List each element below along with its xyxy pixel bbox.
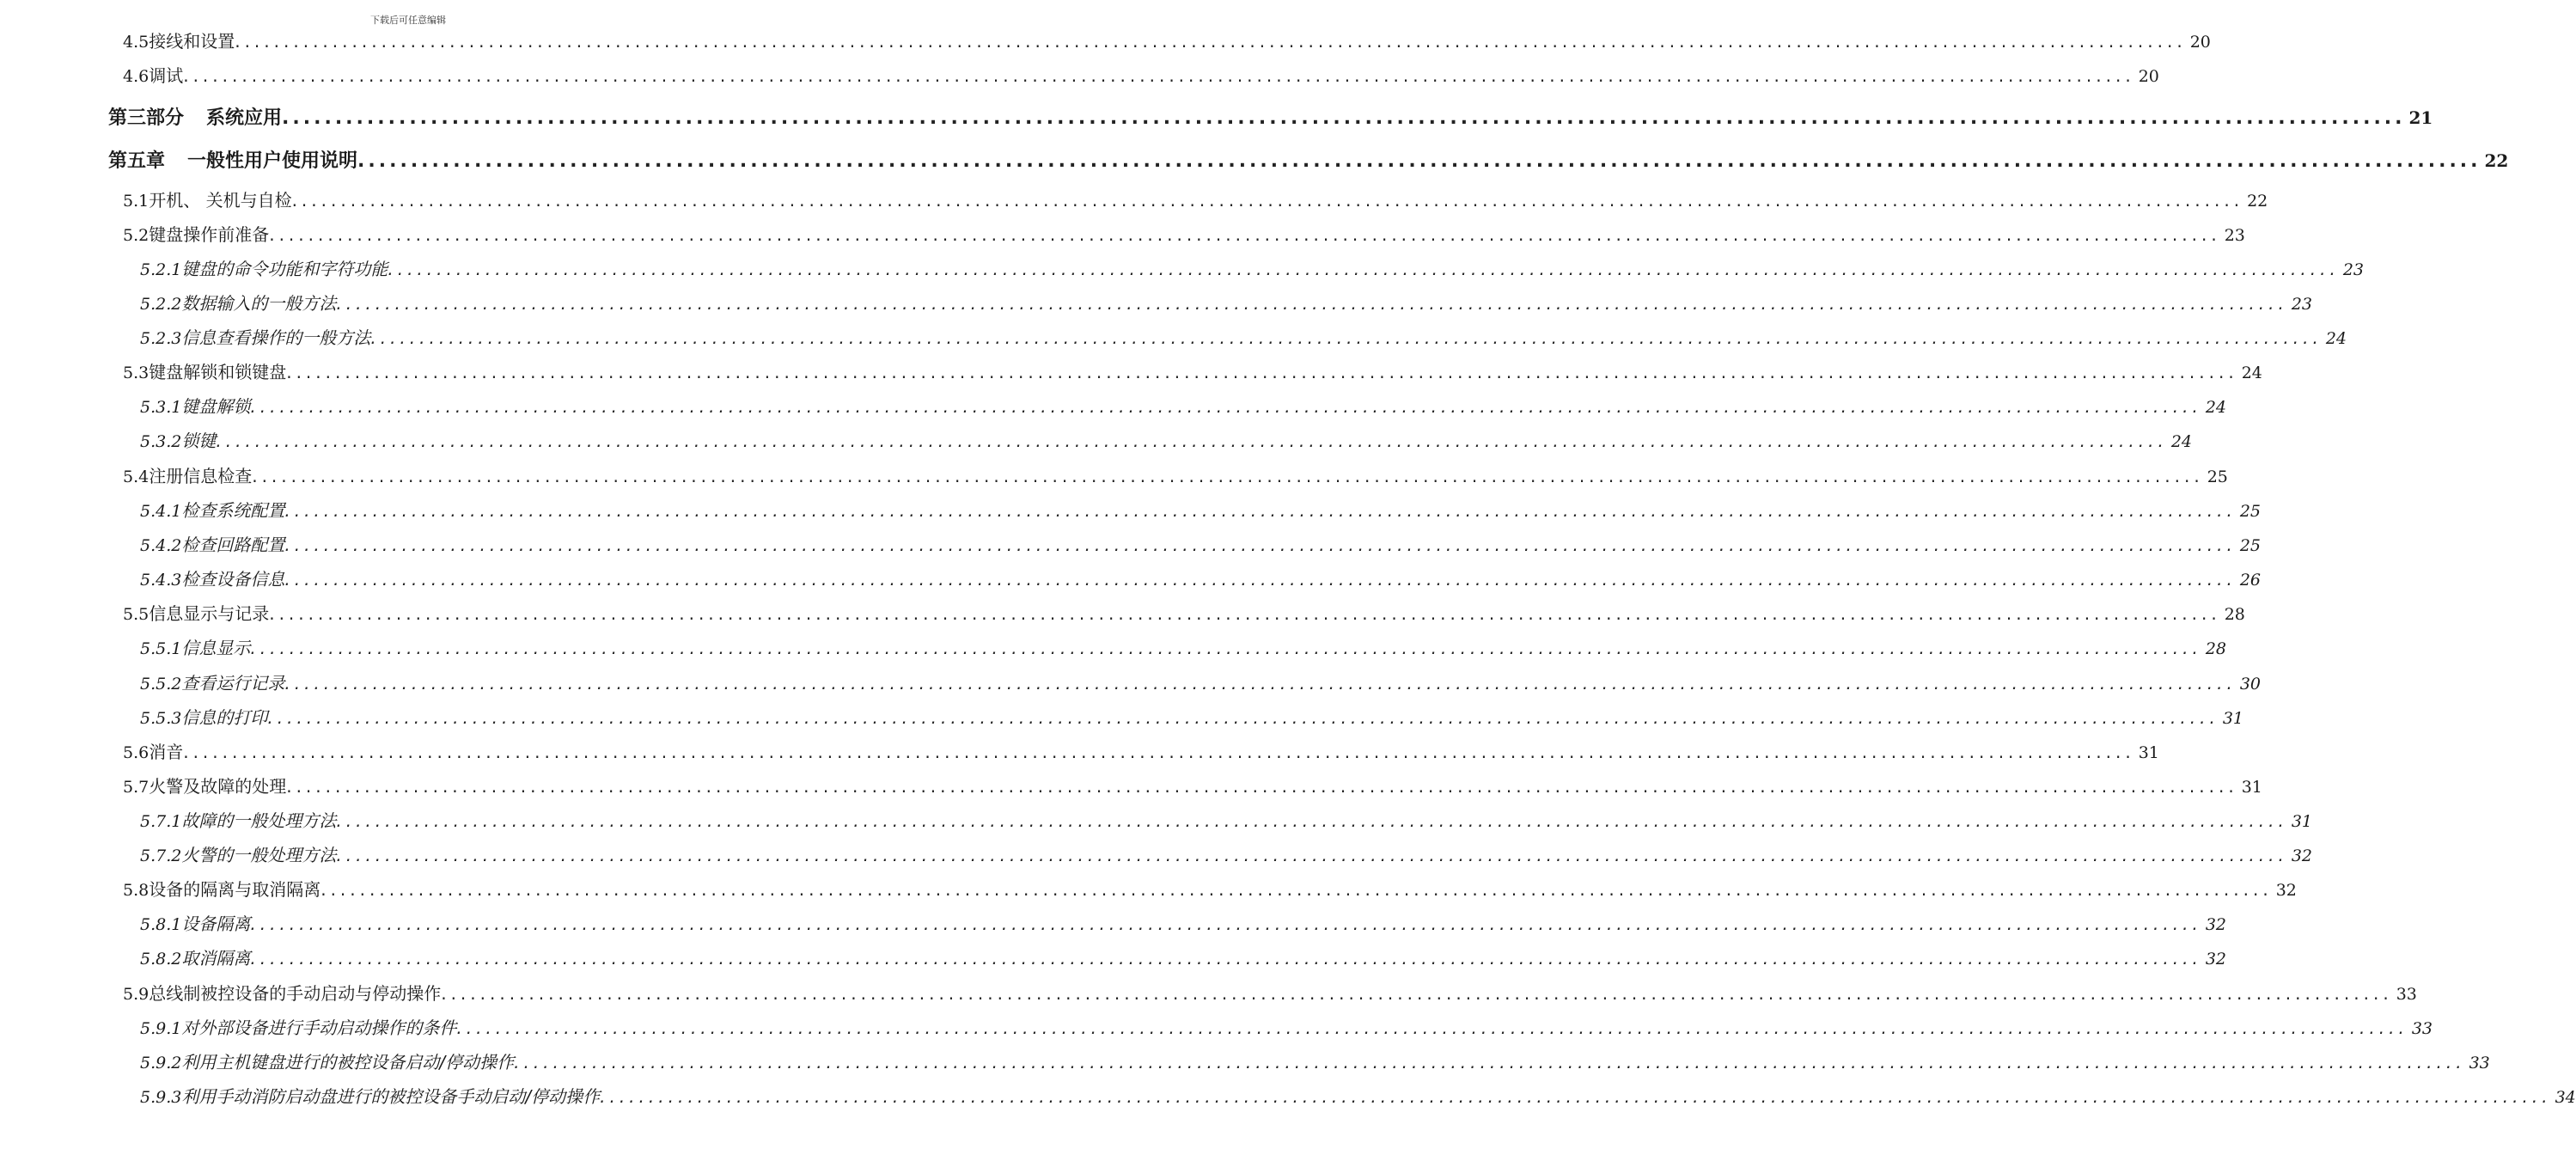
toc-entry-page: 20: [2138, 67, 2159, 86]
toc-entry[interactable]: [140, 567, 2262, 592]
toc-entry-title: 信息显示: [181, 638, 251, 658]
toc-dot-leader: ........................................................................................................................................................................................................: [336, 845, 2288, 865]
toc-entry-number: 5.5.2: [140, 675, 182, 694]
toc-entry[interactable]: [123, 774, 2262, 799]
toc-dot-leader: ........................................................................................................................................................................................................: [250, 396, 2202, 417]
toc-entry-title: 利用手动消防启动盘进行的被控设备手动启动/停动操作: [181, 1086, 601, 1107]
toc-entry[interactable]: [140, 671, 2262, 696]
toc-entry[interactable]: [140, 257, 2365, 282]
toc-entry[interactable]: [123, 877, 2297, 902]
toc-entry-page: 22: [2484, 150, 2509, 171]
toc-dot-leader: ........................................................................................................................................................................................................: [291, 190, 2244, 211]
toc-entry-number: 4.5: [123, 33, 150, 52]
toc-entry[interactable]: [123, 602, 2245, 626]
toc-entry-title: 设备的隔离与取消隔离: [149, 879, 321, 900]
toc-entry-title: 信息查看操作的一般方法: [181, 327, 371, 348]
toc-dot-leader: ........................................................................................................................................................................................................: [284, 500, 2237, 521]
toc-entry[interactable]: [123, 740, 2159, 765]
toc-entry-page: 22: [2247, 192, 2268, 211]
toc-entry-title: 调试: [149, 65, 184, 86]
toc-entry-page: 23: [2224, 226, 2245, 245]
toc-entry-number: 5.4: [123, 468, 150, 486]
toc-dot-leader: ........................................................................................................................................................................................................: [286, 776, 2238, 797]
toc-entry-page: 23: [2291, 295, 2313, 314]
toc-dot-leader: ........................................................................................................................................................................................................: [235, 31, 2187, 52]
toc-dot-leader: ........................................................................................................................................................................................................: [456, 1018, 2408, 1038]
toc-entry-page: 32: [2205, 915, 2227, 934]
toc-entry-number: 5.6: [123, 743, 150, 762]
toc-entry[interactable]: [140, 394, 2227, 419]
toc-entry-title: 键盘的命令功能和字符功能: [181, 259, 388, 279]
toc-entry-title: 设备隔离: [181, 914, 251, 934]
toc-entry-number: 第五章: [108, 150, 166, 172]
toc-entry-title: 数据输入的一般方法: [181, 293, 337, 314]
toc-entry-title: 检查系统配置: [181, 500, 285, 521]
toc-dot-leader: ........................................................................................................................................................................................................: [284, 673, 2237, 694]
toc-dot-leader: ........................................................................................................................................................................................................: [183, 742, 2135, 762]
toc-dot-leader: ........................................................................................................................................................................................................: [388, 259, 2340, 279]
toc-entry-number: 5.9.3: [140, 1088, 182, 1107]
toc-entry-number: 5.1: [123, 192, 150, 211]
toc-dot-leader: ........................................................................................................................................................................................................: [357, 150, 2481, 172]
toc-entry-title: 注册信息检查: [149, 466, 253, 486]
toc-entry-number: 5.7.2: [140, 846, 182, 865]
toc-entry-title: 键盘操作前准备: [149, 224, 270, 245]
toc-entry-title: 开机、 关机与自检: [149, 190, 292, 211]
toc-dot-leader: ........................................................................................................................................................................................................: [284, 569, 2237, 590]
toc-entry[interactable]: [140, 429, 2193, 454]
toc-entry-page: 34: [2555, 1088, 2576, 1107]
toc-dot-leader: ........................................................................................................................................................................................................: [441, 983, 2393, 1004]
toc-dot-leader: ........................................................................................................................................................................................................: [320, 879, 2273, 900]
toc-entry-title: 检查设备信息: [181, 569, 285, 590]
toc-entry-page: 31: [2222, 709, 2244, 728]
toc-entry-title: 键盘解锁: [181, 396, 251, 417]
toc-dot-leader: ........................................................................................................................................................................................................: [514, 1052, 2466, 1072]
toc-entry-page: 24: [2170, 432, 2193, 451]
toc-entry-number: 5.4.3: [140, 571, 182, 590]
toc-entry-number: 5.5.3: [140, 709, 182, 728]
toc-dot-leader: ........................................................................................................................................................................................................: [600, 1086, 2552, 1107]
toc-entry-page: 31: [2291, 812, 2313, 831]
toc-entry-number: 5.8: [123, 881, 150, 900]
toc-entry-number: 5.9.2: [140, 1054, 182, 1072]
toc-entry-page: 30: [2239, 675, 2262, 694]
toc-entry-page: 25: [2239, 502, 2262, 521]
toc-dot-leader: ........................................................................................................................................................................................................: [216, 431, 2168, 451]
toc-entry-page: 33: [2396, 985, 2417, 1004]
toc-entry-number: 4.6: [123, 67, 150, 86]
toc-dot-leader: ........................................................................................................................................................................................................: [269, 224, 2221, 245]
toc-entry-page: 23: [2342, 260, 2365, 279]
toc-entry-page: 24: [2205, 398, 2227, 417]
toc-entry[interactable]: [123, 464, 2228, 489]
toc-dot-leader: ........................................................................................................................................................................................................: [183, 65, 2135, 86]
toc-entry-page: 28: [2205, 639, 2227, 658]
toc-entry-page: 26: [2239, 571, 2262, 590]
toc-entry-page: 25: [2207, 468, 2228, 486]
toc-entry-number: 5.9.1: [140, 1019, 182, 1038]
toc-dot-leader: ........................................................................................................................................................................................................: [336, 810, 2288, 831]
toc-entry-page: 33: [2411, 1019, 2433, 1038]
toc-entry[interactable]: [123, 981, 2417, 1006]
toc-entry-page: 32: [2291, 846, 2313, 865]
toc-entry-page: 20: [2189, 33, 2211, 52]
toc-dot-leader: ........................................................................................................................................................................................................: [336, 293, 2288, 314]
toc-entry-number: 5.3: [123, 364, 150, 382]
toc-entry-number: 5.5.1: [140, 639, 182, 658]
toc-dot-leader: ........................................................................................................................................................................................................: [250, 948, 2202, 969]
toc-entry-title: 总线制被控设备的手动启动与停动操作: [149, 983, 442, 1004]
toc-entry-title: 一般性用户使用说明: [187, 150, 358, 172]
toc-entry[interactable]: [140, 1016, 2433, 1041]
toc-entry-title: 信息的打印: [181, 707, 268, 728]
toc-entry-number: 第三部分: [108, 107, 185, 129]
toc-entry-page: 21: [2408, 107, 2433, 128]
toc-entry-page: 28: [2224, 605, 2245, 624]
toc-entry-title: 系统应用: [206, 107, 283, 129]
toc-entry-title: 火警的一般处理方法: [181, 845, 337, 865]
toc-entry-title: 消音: [149, 742, 184, 762]
toc-entry-page: 32: [2205, 950, 2227, 969]
toc-entry-page: 24: [2325, 329, 2347, 348]
toc-dot-leader: ........................................................................................................................................................................................................: [267, 707, 2219, 728]
toc-entry[interactable]: [140, 636, 2227, 661]
toc-entry-number: 5.7.1: [140, 812, 182, 831]
toc-entry-number: 5.2.3: [140, 329, 182, 348]
toc-entry-title: 锁键: [181, 431, 217, 451]
toc-entry[interactable]: [108, 149, 2509, 174]
toc-entry-page: 31: [2241, 778, 2262, 797]
toc-entry-page: 32: [2275, 881, 2297, 900]
toc-entry-title: 查看运行记录: [181, 673, 285, 694]
toc-entry-title: 火警及故障的处理: [149, 776, 287, 797]
toc-entry[interactable]: [140, 1085, 2576, 1109]
toc-entry-number: 5.3.2: [140, 432, 182, 451]
toc-entry-title: 故障的一般处理方法: [181, 810, 337, 831]
page-header: 下载后可任意编辑: [370, 15, 446, 26]
toc-dot-leader: ........................................................................................................................................................................................................: [250, 914, 2202, 934]
toc-entry-number: 5.4.1: [140, 502, 182, 521]
toc-entry-page: 25: [2239, 536, 2262, 555]
toc-dot-leader: ........................................................................................................................................................................................................: [252, 466, 2204, 486]
toc-entry[interactable]: [140, 809, 2313, 834]
toc-entry[interactable]: [123, 223, 2245, 248]
toc-entry-number: 5.8.2: [140, 950, 182, 969]
toc-entry-number: 5.4.2: [140, 536, 182, 555]
toc-dot-leader: ........................................................................................................................................................................................................: [370, 327, 2323, 348]
toc-entry-title: 对外部设备进行手动启动操作的条件: [181, 1018, 457, 1038]
toc-entry-title: 取消隔离: [181, 948, 251, 969]
toc-dot-leader: ........................................................................................................................................................................................................: [282, 107, 2406, 129]
toc-entry-number: 5.2.1: [140, 260, 182, 279]
toc-entry-title: 信息显示与记录: [149, 603, 270, 624]
toc-entry[interactable]: [123, 188, 2268, 213]
toc-entry[interactable]: [140, 946, 2227, 971]
toc-entry-number: 5.2.2: [140, 295, 182, 314]
toc-entry-page: 31: [2138, 743, 2159, 762]
toc-entry-title: 利用主机键盘进行的被控设备启动/停动操作: [181, 1052, 515, 1072]
toc-entry-number: 5.7: [123, 778, 150, 797]
toc-entry[interactable]: [108, 106, 2433, 131]
toc-entry-number: 5.2: [123, 226, 150, 245]
toc-entry[interactable]: [140, 912, 2227, 937]
toc-entry[interactable]: [140, 533, 2262, 558]
toc-entry[interactable]: [140, 326, 2347, 351]
toc-entry[interactable]: [123, 29, 2211, 54]
toc-dot-leader: ........................................................................................................................................................................................................: [269, 603, 2221, 624]
toc-entry[interactable]: [123, 360, 2262, 385]
toc-dot-leader: ........................................................................................................................................................................................................: [286, 362, 2238, 382]
toc-dot-leader: ........................................................................................................................................................................................................: [284, 535, 2237, 555]
toc-entry-title: 检查回路配置: [181, 535, 285, 555]
toc-entry[interactable]: [140, 498, 2262, 523]
toc-entry-title: 接线和设置: [149, 31, 235, 52]
toc-dot-leader: ........................................................................................................................................................................................................: [250, 638, 2202, 658]
toc-entry[interactable]: [140, 291, 2313, 316]
toc-entry-page: 33: [2469, 1054, 2490, 1072]
toc-entry-page: 24: [2241, 364, 2262, 382]
toc-entry[interactable]: [140, 1050, 2490, 1075]
toc-entry[interactable]: [123, 64, 2159, 89]
toc-entry-title: 键盘解锁和锁键盘: [149, 362, 287, 382]
toc-entry[interactable]: [140, 843, 2313, 868]
toc-entry-number: 5.5: [123, 605, 150, 624]
toc-entry[interactable]: [140, 706, 2244, 730]
toc-entry-number: 5.9: [123, 985, 150, 1004]
toc-entry-number: 5.8.1: [140, 915, 182, 934]
toc-entry-number: 5.3.1: [140, 398, 182, 417]
